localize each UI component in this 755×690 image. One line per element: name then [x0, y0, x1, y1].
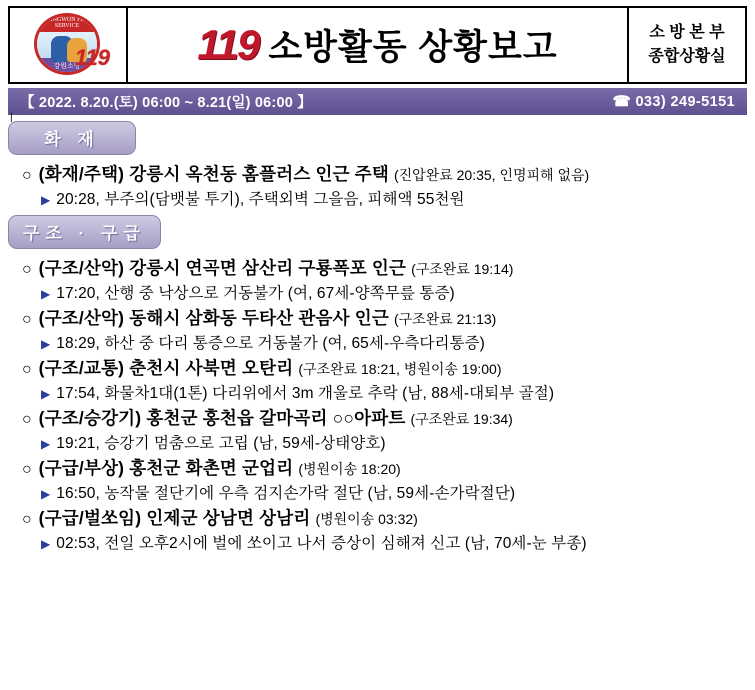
- list-item: [8, 255, 747, 303]
- section-rescue-ems: [8, 215, 747, 553]
- section-heading-rescue-ems: [8, 215, 161, 249]
- triangle-bullet-icon: ▶: [41, 287, 51, 301]
- fire-item-list: [8, 161, 747, 209]
- item-note: (구조완료 21:13): [394, 311, 497, 327]
- emblem-number: 119: [74, 45, 110, 70]
- item-detail: 17:54, 화물차1대(1톤) 다리위에서 3m 개울로 추락 (남, 88세-대퇴부 골절): [56, 385, 555, 402]
- emblem-top-text: GANGWON FIRE SERVICE: [43, 17, 91, 29]
- list-item: [8, 405, 747, 453]
- triangle-bullet-icon: ▶: [41, 337, 51, 351]
- list-item: [8, 455, 747, 503]
- cursor-caret: |: [10, 112, 13, 123]
- section-heading-rescue-ems-label: 구조 · 구급: [23, 224, 146, 243]
- item-note: (구조완료 18:21, 병원이송 19:00): [298, 361, 502, 377]
- item-detail: 19:21, 승강기 멈춤으로 고립 (남, 59세-상태양호): [56, 435, 386, 452]
- item-detail: 16:50, 농작물 절단기에 우측 검지손가락 절단 (남, 59세-손가락절단): [56, 485, 516, 502]
- contact-phone: ☎ 033) 249-5151: [612, 93, 735, 110]
- section-fire: [8, 121, 747, 209]
- item-title: (구조/산악) 강릉시 연곡면 삼산리 구룡폭포 인근: [38, 258, 407, 278]
- triangle-bullet-icon: ▶: [41, 437, 51, 451]
- report-period: 【 2022. 8.20.(토) 06:00 ~ 8.21(일) 06:00 】: [20, 95, 312, 111]
- item-title: (구급/벌쏘임) 인제군 상남면 상남리: [38, 508, 311, 528]
- emblem-bottom-text: 강원소방: [53, 62, 81, 70]
- agency-emblem-cell: [10, 8, 128, 82]
- item-title: (구급/부상) 홍천군 화촌면 군업리: [38, 458, 294, 478]
- item-note: (진압완료 20:35, 인명피해 없음): [394, 167, 590, 183]
- item-note: (구조완료 19:34): [410, 411, 513, 427]
- page-title: 소방활동 상황보고: [268, 28, 558, 67]
- circle-bullet-icon: ○: [22, 411, 32, 428]
- period-bar: [8, 88, 747, 115]
- circle-bullet-icon: ○: [22, 167, 32, 184]
- section-heading-fire-label: 화 재: [44, 130, 100, 149]
- triangle-bullet-icon: ▶: [41, 387, 51, 401]
- issuing-unit: [627, 8, 745, 82]
- list-item: [8, 161, 747, 209]
- item-detail: 20:28, 부주의(담뱃불 투기), 주택외벽 그을음, 피해액 55천원: [56, 191, 465, 208]
- triangle-bullet-icon: ▶: [41, 537, 51, 551]
- circle-bullet-icon: ○: [22, 511, 32, 528]
- item-title: (구조/교통) 춘천시 사북면 오탄리: [38, 358, 294, 378]
- item-note: (병원이송 18:20): [298, 461, 401, 477]
- item-detail: 18:29, 하산 중 다리 통증으로 거동불가 (여, 65세-우측다리통증): [56, 335, 485, 352]
- item-title: (구조/산악) 동해시 삼화동 두타산 관음사 인근: [38, 308, 389, 328]
- list-item: [8, 355, 747, 403]
- circle-bullet-icon: ○: [22, 461, 32, 478]
- report-header: [8, 6, 747, 84]
- item-note: (구조완료 19:14): [411, 261, 514, 277]
- item-note: (병원이송 03:32): [315, 511, 418, 527]
- section-heading-fire: [8, 121, 136, 155]
- item-title: (화재/주택) 강릉시 옥천동 홈플러스 인근 주택: [38, 164, 389, 184]
- circle-bullet-icon: ○: [22, 261, 32, 278]
- unit-line-2: 종합상황실: [648, 48, 726, 65]
- triangle-bullet-icon: ▶: [41, 193, 51, 207]
- list-item: [8, 505, 747, 553]
- report-title-cell: [128, 8, 627, 82]
- item-detail: 02:53, 전일 오후2시에 벌에 쏘이고 나서 증상이 심해져 신고 (남, 70세-눈 부종): [56, 535, 587, 552]
- circle-bullet-icon: ○: [22, 361, 32, 378]
- item-detail: 17:20, 산행 중 낙상으로 거동불가 (여, 67세-양쪽무릎 통증): [56, 285, 455, 302]
- unit-line-1: 소 방 본 부: [649, 24, 725, 41]
- rescue-item-list: [8, 255, 747, 553]
- list-item: [8, 305, 747, 353]
- fire-service-emblem-icon: [26, 13, 110, 77]
- title-119-logo: 119: [197, 21, 259, 68]
- item-title: (구조/승강기) 홍천군 홍천읍 갈마곡리 ○○아파트: [38, 408, 406, 428]
- triangle-bullet-icon: ▶: [41, 487, 51, 501]
- circle-bullet-icon: ○: [22, 311, 32, 328]
